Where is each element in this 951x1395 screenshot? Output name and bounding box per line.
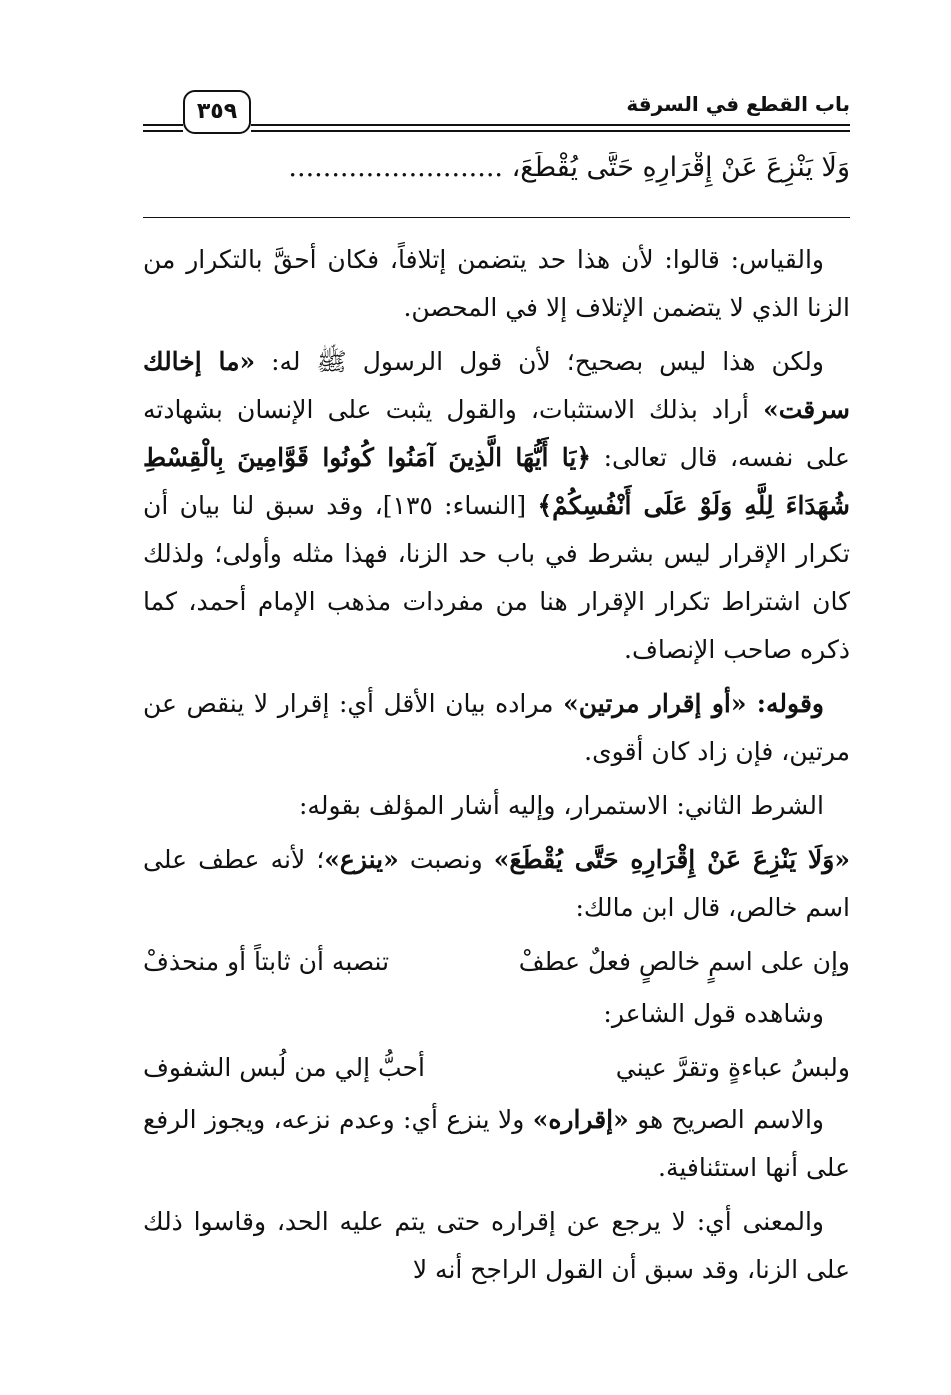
- hadith-quote: «ما إخالك سرقت»: [143, 347, 850, 424]
- chapter-title: باب القطع في السرقة: [626, 92, 850, 116]
- header-rule-left: [143, 124, 183, 126]
- header-rule-right-2: [251, 130, 850, 132]
- quran-verse: ﴿يَا أَيُّهَا الَّذِينَ آمَنُوا كُونُوا قَوَّامِينَ بِالْقِسْطِ شُهَدَاءَ لِلَّهِ وَلَوْ عَلَى أَنْفُسِكُمْ﴾: [143, 443, 850, 520]
- paragraph-3-lead: وقوله: «أو إقرار مرتين»: [563, 689, 824, 718]
- paragraph-3: [143, 680, 850, 776]
- paragraph-2-text-a: ولكن هذا ليس بصحيح؛ لأن قول الرسول ﷺ له:: [255, 347, 824, 376]
- header-rule-right: [251, 124, 850, 126]
- matn-divider: [143, 217, 850, 218]
- paragraph-2-text-c: [النساء: ١٣٥]، وقد سبق لنا بيان أن تكرار الإقرار ليس بشرط في باب حد الزنا، فهذا مثله وأولى؛ ولذلك كان اشتراط تكرار الإقرار هنا من مفردات مذهب الإمام أحمد، كما ذكره صاحب الإنصاف.: [143, 491, 850, 664]
- paragraph-2: [143, 338, 850, 674]
- matn-text: وَلَا يَنْزِعَ عَنْ إِقْرَارِهِ حَتَّى يُقْطَعَ، .........................: [288, 152, 850, 183]
- paragraph-7-text-b: ولا ينزع أي: وعدم نزعه، ويجوز الرفع على أنها استئنافية.: [143, 1105, 850, 1182]
- paragraph-7: [143, 1096, 850, 1192]
- paragraph-8: والمعنى أي: لا يرجع عن إقراره حتى يتم عليه الحد، وقاسوا ذلك على الزنا، وقد سبق أن القول الراجح أنه لا: [143, 1207, 850, 1284]
- paragraph-3-text: مراده بيان الأقل أي: إقرار لا ينقص عن مرتين، فإن زاد كان أقوى.: [143, 689, 850, 766]
- paragraph-7-word: «إقراره»: [532, 1105, 629, 1134]
- verse-1: [143, 938, 850, 986]
- header-rule-left-2: [143, 130, 183, 132]
- paragraph-5: [143, 836, 850, 932]
- paragraph-6: وشاهده قول الشاعر:: [603, 999, 824, 1028]
- verse-1-first-hemistich: وإن على اسمٍ خالصٍ فعلٌ عطفْ: [518, 947, 850, 976]
- paragraph-2-text-b: أراد بذلك الاستثبات، والقول يثبت على الإنسان بشهادته على نفسه، قال تعالى:: [143, 395, 850, 472]
- page-number: ٣٥٩: [183, 90, 251, 134]
- paragraph-5-word: «ينزع»: [324, 845, 399, 874]
- paragraph-1: والقياس: قالوا: لأن هذا حد يتضمن إتلافاً، فكان أحقَّ بالتكرار من الزنا الذي لا يتضمن الإتلاف إلا في المحصن.: [143, 245, 850, 322]
- page-header: [143, 88, 850, 138]
- paragraph-5-text-a: ونصبت: [398, 845, 494, 874]
- verse-2: [143, 1044, 850, 1092]
- paragraph-5-text-b: ؛ لأنه عطف على اسم خالص، قال ابن مالك:: [143, 845, 850, 922]
- paragraph-7-text-a: والاسم الصريح هو: [628, 1105, 825, 1134]
- verse-2-first-hemistich: ولبسُ عباءةٍ وتقرَّ عيني: [615, 1053, 850, 1082]
- verse-2-second-hemistich: أحبُّ إلي من لُبس الشفوف: [143, 1053, 425, 1082]
- paragraph-5-matn: «وَلَا يَنْزِعَ عَنْ إِقْرَارِهِ حَتَّى يُقْطَعَ»: [493, 845, 850, 874]
- paragraph-4: الشرط الثاني: الاستمرار، وإليه أشار المؤلف بقوله:: [299, 791, 824, 820]
- verse-1-second-hemistich: تنصبه أن ثابتاً أو منحذفْ: [143, 947, 390, 976]
- page-body: [143, 236, 850, 1300]
